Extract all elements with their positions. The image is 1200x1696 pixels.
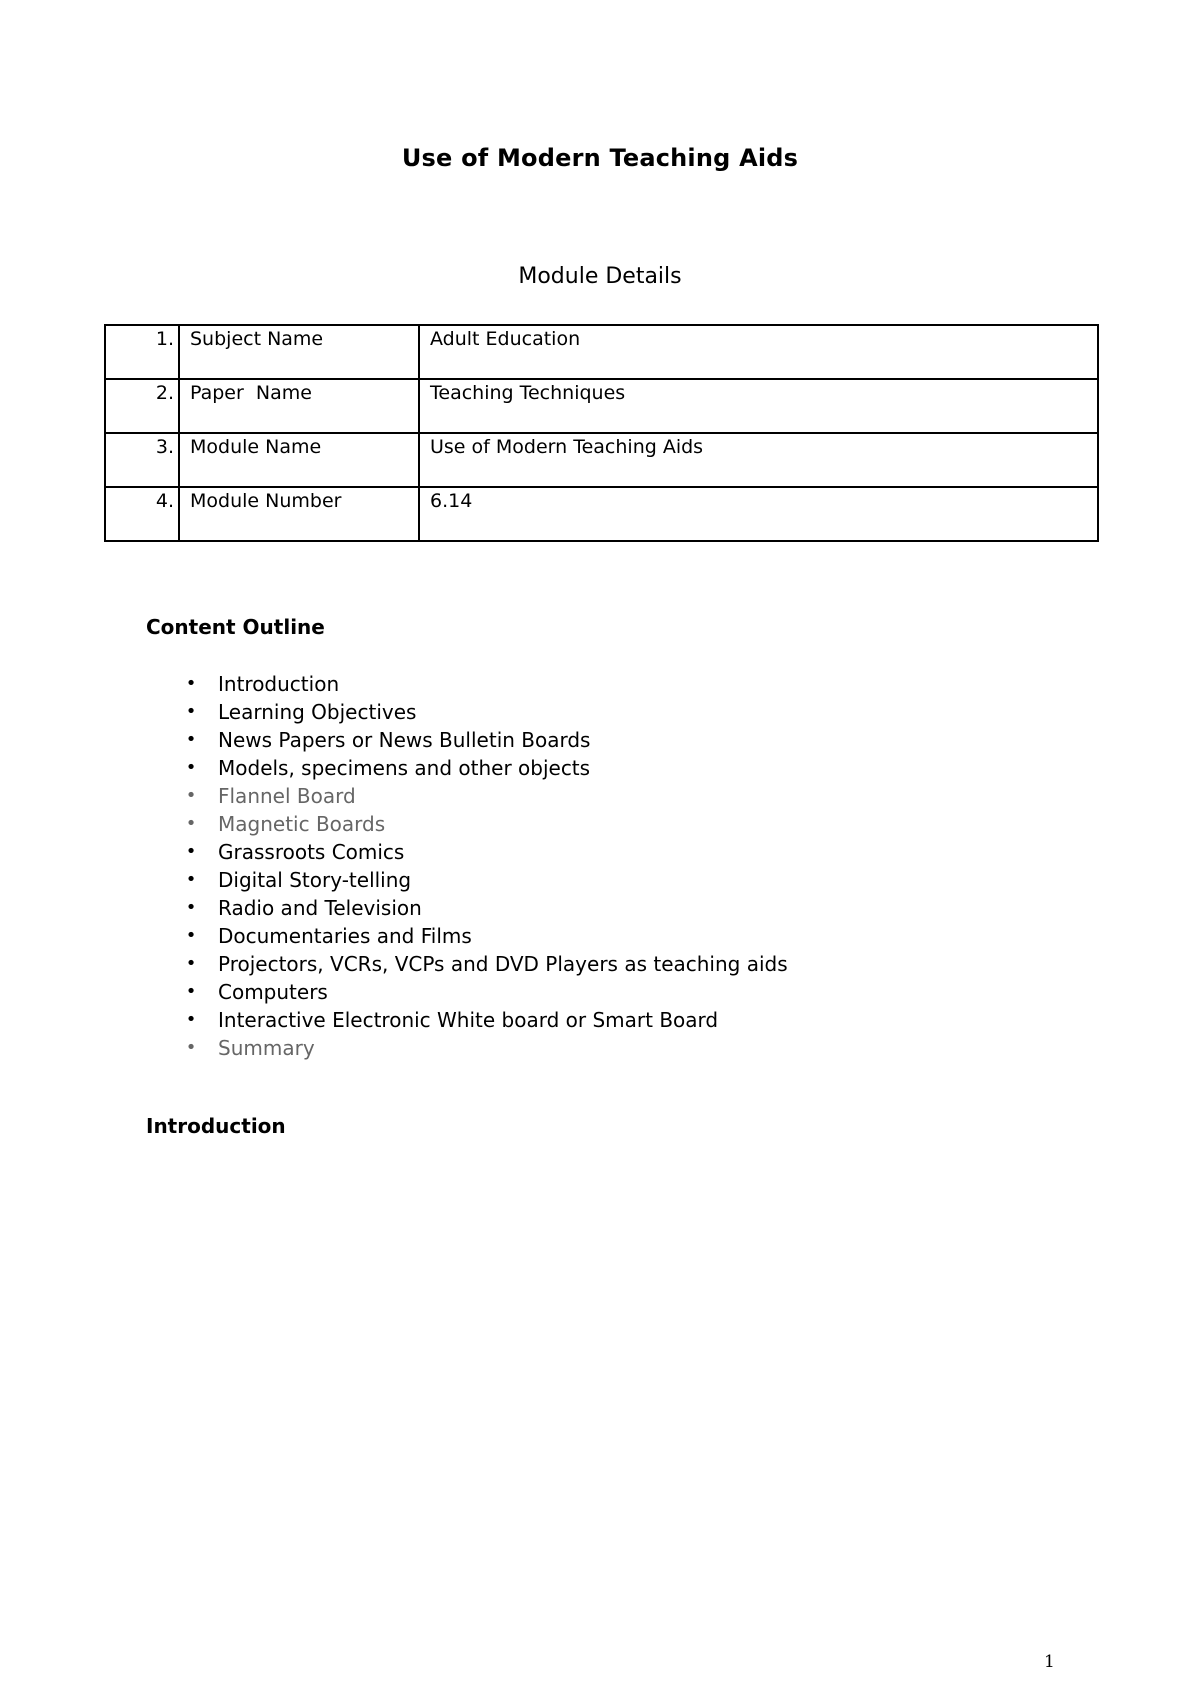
list-item-text: Introduction bbox=[218, 672, 340, 696]
bullet-icon: • bbox=[185, 953, 197, 974]
bullet-icon: • bbox=[185, 785, 197, 806]
row-value: 6.14 bbox=[419, 487, 1098, 541]
list-item-text: Learning Objectives bbox=[218, 700, 417, 724]
bullet-icon: • bbox=[185, 925, 197, 946]
content-outline-heading: Content Outline bbox=[146, 615, 325, 639]
row-label: Module Number bbox=[179, 487, 419, 541]
introduction-heading: Introduction bbox=[146, 1114, 286, 1138]
list-item-text: Computers bbox=[218, 980, 328, 1004]
list-item bbox=[185, 726, 788, 754]
page-title: Use of Modern Teaching Aids bbox=[401, 144, 799, 172]
bullet-icon: • bbox=[185, 981, 197, 1002]
list-item bbox=[185, 698, 788, 726]
bullet-icon: • bbox=[185, 897, 197, 918]
bullet-icon: • bbox=[185, 1009, 197, 1030]
list-item bbox=[185, 838, 788, 866]
page-number: 1 bbox=[1044, 1652, 1055, 1672]
bullet-icon: • bbox=[185, 729, 197, 750]
list-item bbox=[185, 1034, 788, 1062]
list-item-text: Digital Story-telling bbox=[218, 868, 412, 892]
list-item-text: Documentaries and Films bbox=[218, 924, 472, 948]
table-row bbox=[105, 379, 1098, 433]
list-item-text: Flannel Board bbox=[218, 784, 356, 808]
list-item-text: Interactive Electronic White board or Smart Board bbox=[218, 1008, 719, 1032]
list-item bbox=[185, 810, 788, 838]
table-row bbox=[105, 487, 1098, 541]
bullet-icon: • bbox=[185, 1037, 197, 1058]
list-item-text: Radio and Television bbox=[218, 896, 422, 920]
list-item bbox=[185, 754, 788, 782]
row-number: 4. bbox=[105, 487, 179, 541]
list-item-text: Summary bbox=[218, 1036, 315, 1060]
content-outline-list bbox=[185, 670, 788, 1062]
list-item bbox=[185, 782, 788, 810]
bullet-icon: • bbox=[185, 841, 197, 862]
list-item bbox=[185, 866, 788, 894]
row-number: 1. bbox=[105, 325, 179, 379]
row-value: Teaching Techniques bbox=[419, 379, 1098, 433]
list-item bbox=[185, 670, 788, 698]
list-item bbox=[185, 1006, 788, 1034]
table-row bbox=[105, 433, 1098, 487]
table-row bbox=[105, 325, 1098, 379]
row-label: Paper Name bbox=[179, 379, 419, 433]
row-label: Module Name bbox=[179, 433, 419, 487]
list-item-text: Grassroots Comics bbox=[218, 840, 405, 864]
bullet-icon: • bbox=[185, 673, 197, 694]
list-item bbox=[185, 894, 788, 922]
module-details-table bbox=[104, 324, 1099, 542]
bullet-icon: • bbox=[185, 701, 197, 722]
row-number: 2. bbox=[105, 379, 179, 433]
list-item-text: News Papers or News Bulletin Boards bbox=[218, 728, 591, 752]
list-item-text: Models, specimens and other objects bbox=[218, 756, 591, 780]
row-value: Use of Modern Teaching Aids bbox=[419, 433, 1098, 487]
row-number: 3. bbox=[105, 433, 179, 487]
bullet-icon: • bbox=[185, 869, 197, 890]
list-item-text: Projectors, VCRs, VCPs and DVD Players as teaching aids bbox=[218, 952, 788, 976]
list-item-text: Magnetic Boards bbox=[218, 812, 386, 836]
list-item bbox=[185, 950, 788, 978]
row-value: Adult Education bbox=[419, 325, 1098, 379]
module-details-title: Module Details bbox=[518, 264, 682, 289]
bullet-icon: • bbox=[185, 813, 197, 834]
row-label: Subject Name bbox=[179, 325, 419, 379]
bullet-icon: • bbox=[185, 757, 197, 778]
list-item bbox=[185, 978, 788, 1006]
list-item bbox=[185, 922, 788, 950]
